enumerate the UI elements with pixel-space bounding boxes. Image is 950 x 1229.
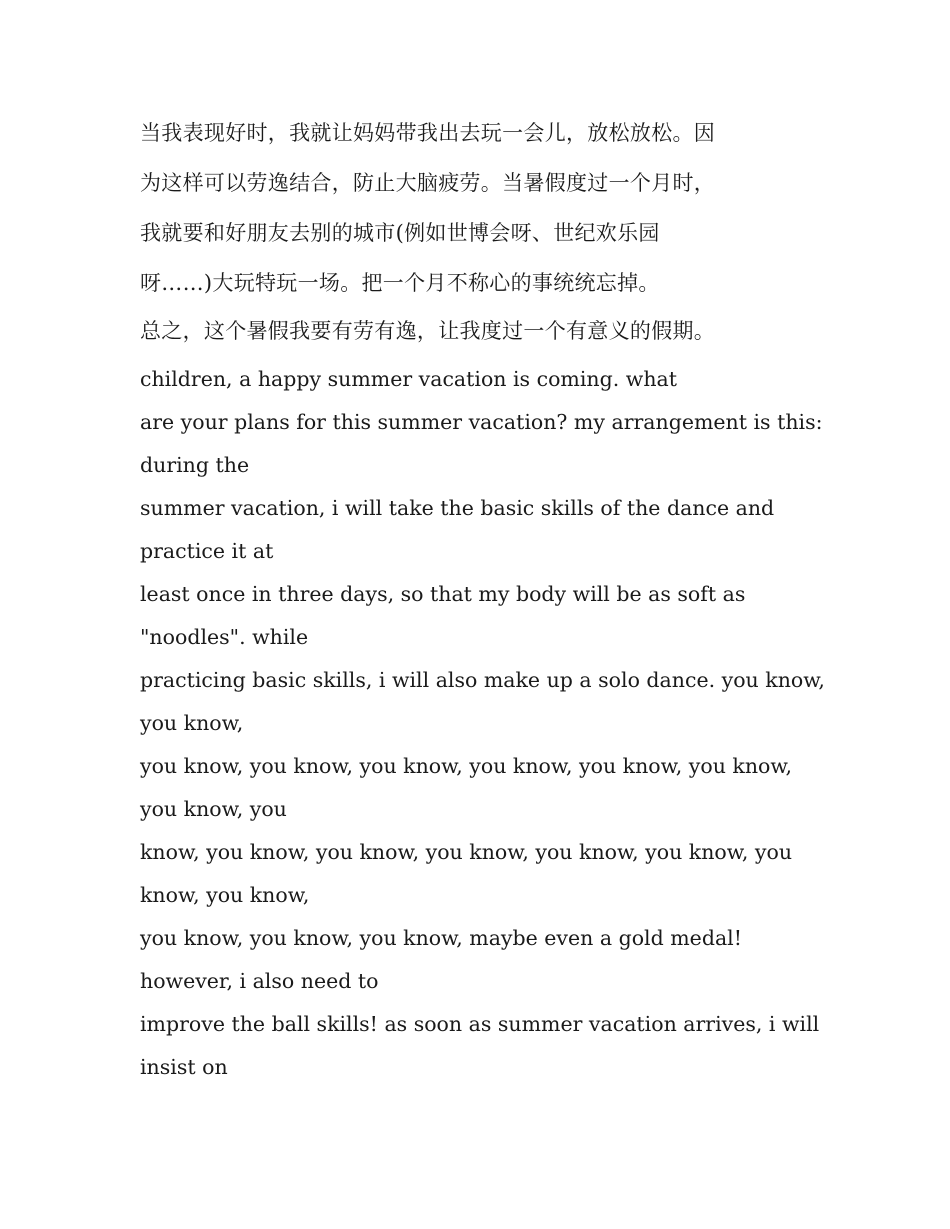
english-text-line: children, a happy summer vacation is coming. what [140,367,677,391]
document-body [140,108,825,1089]
chinese-text-line: 总之，这个暑假我要有劳有逸，让我度过一个有意义的假期。 [140,319,716,343]
english-text-line: "noodles". while [140,625,309,649]
english-text-line: you know, you know, you know, maybe even a gold medal! [140,926,742,950]
chinese-text-line: 为这样可以劳逸结合，防止大脑疲劳。当暑假度过一个月时， [140,171,716,195]
english-text-line: summer vacation, i will take the basic skills of the dance and [140,496,775,520]
english-text-line: during the [140,453,250,477]
english-paragraph [140,358,825,1089]
english-text-line: least once in three days, so that my body will be as soft as [140,582,746,606]
english-text-line: you know, [140,711,244,735]
english-text-line: improve the ball skills! as soon as summer vacation arrives, i will [140,1012,820,1036]
english-text-line: know, you know, you know, you know, you know, you know, you [140,840,793,864]
english-text-line: are your plans for this summer vacation? my arrangement is this: [140,410,823,434]
english-text-line: know, you know, [140,883,310,907]
chinese-text-line: 当我表现好时，我就让妈妈带我出去玩一会儿，放松放松。因 [140,121,716,145]
english-text-line: insist on [140,1055,228,1079]
chinese-text-line: 我就要和好朋友去别的城市(例如世博会呀、世纪欢乐园 [140,221,660,245]
english-text-line: you know, you [140,797,287,821]
english-text-line: practicing basic skills, i will also make up a solo dance. you know, [140,668,825,692]
english-text-line: however, i also need to [140,969,379,993]
chinese-text-line: 呀……)大玩特玩一场。把一个月不称心的事统统忘掉。 [140,271,660,295]
english-text-line: practice it at [140,539,274,563]
english-text-line: you know, you know, you know, you know, you know, you know, [140,754,793,778]
chinese-paragraph [140,108,820,354]
